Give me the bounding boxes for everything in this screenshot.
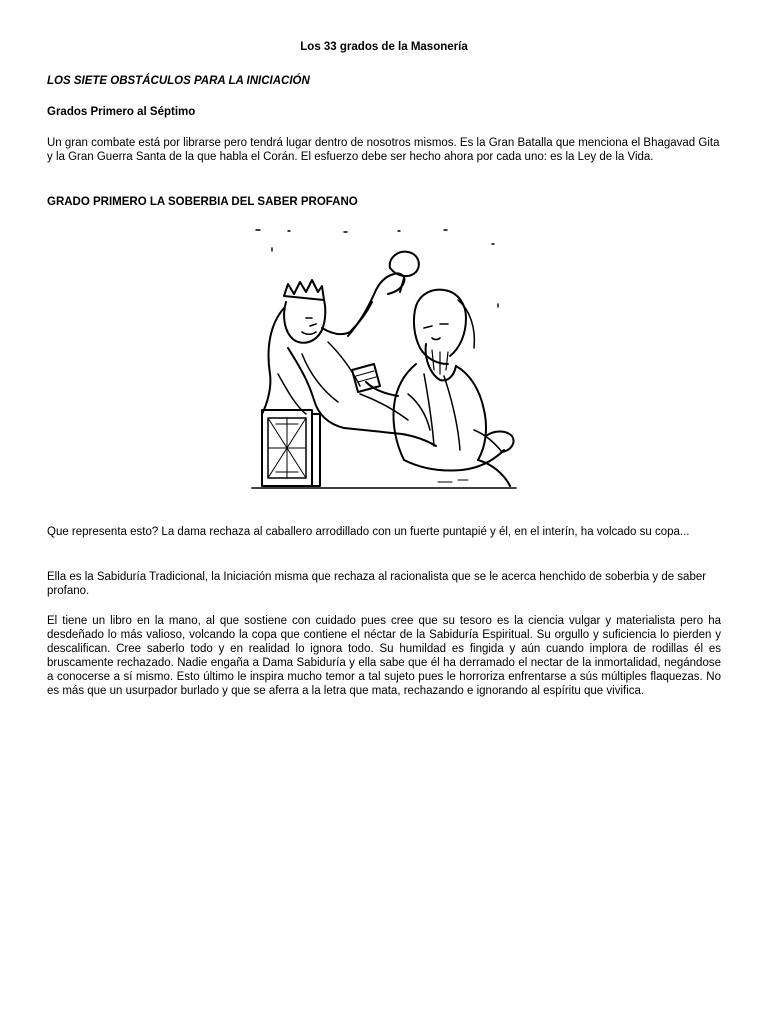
question-paragraph: Que representa esto? La dama rechaza al caballero arrodillado con un fuerte puntapié y él, en el interín, ha volcado su copa... <box>47 526 690 538</box>
book-paragraph: El tiene un libro en la mano, al que sostiene con cuidado pues cree que su tesoro es la ciencia vulgar y materialista pero ha desdeñado lo más valioso, volcando la copa que contiene el néctar de la Sabiduría Espiritual. Su orgullo y suficiencia lo pierden y descalifican. Cree saberlo todo y en realidad lo ignora todo. Su humildad es fingida y aún cuando implora de rodillas él es bruscamente rechazado. Nadie engaña a Dama Sabiduría y ella sabe que él ha derramado el nectar de la inmortalidad, negándose a conocerse a sí mismo. Esto último le inspira mucho temor a tal sujeto pues le horroriza enfrentarse a sús múltiples flaquezas. No es más que un usurpador burlado y que se aferra a la letra que mata, rechazando e ignorando al espíritu que vivifica. <box>47 615 721 697</box>
grade-heading: GRADO PRIMERO LA SOBERBIA DEL SABER PROFANO <box>47 196 358 208</box>
engraving-figure <box>248 224 520 494</box>
intro-paragraph: Un gran combate está por librarse pero tendrá lugar dentro de nosotros mismos. Es la Gran Batalla que menciona el Bhagavad Gita y la Gran Guerra Santa de la que habla el Corán. El esfuerzo debe ser hecho ahora por cada uno: es la Ley de la Vida. <box>47 137 720 163</box>
section-title: LOS SIETE OBSTÁCULOS PARA LA INICIACIÓN <box>47 75 310 87</box>
document-title: Los 33 grados de la Masonería <box>300 41 468 53</box>
subheading: Grados Primero al Séptimo <box>47 106 196 118</box>
wisdom-paragraph: Ella es la Sabiduría Tradicional, la Iniciación misma que rechaza al racionalista que se le acerca henchido de soberbia y de saber profano. <box>47 571 707 597</box>
engraving-lady-and-kneeling-knight-icon <box>248 224 520 494</box>
